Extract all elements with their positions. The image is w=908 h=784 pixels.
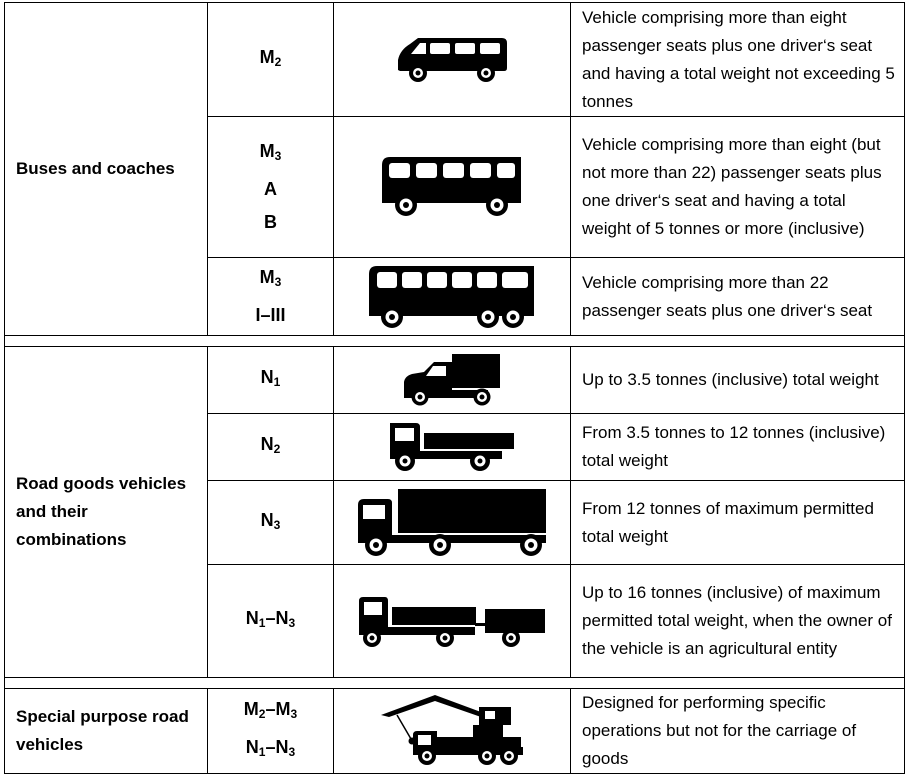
class-m3-i-iii: $M_3$ I–III — [208, 258, 334, 336]
separator-row — [5, 678, 905, 689]
description-n3: From 12 tonnes of maximum permitted total weight — [571, 481, 905, 565]
light-van-icon — [334, 347, 571, 414]
separator-row — [5, 336, 905, 347]
minibus-icon — [334, 3, 571, 117]
class-n1: $N_1$ — [208, 347, 334, 414]
category-goods-vehicles: Road goods vehicles and their combinations — [5, 347, 208, 678]
description-n1-n3: Up to 16 tonnes (inclusive) of maximum permitted total weight, when the owner of the vehicle is an agricultural entity — [571, 565, 905, 678]
truck-trailer-icon — [334, 565, 571, 678]
class-n1-n3: $N_1-N_3$ — [208, 565, 334, 678]
crane-truck-icon — [334, 689, 571, 774]
description-m3-ab: Vehicle comprising more than eight (but not more than 22) passenger seats plus one driver‘s seat and having a total weight of 5 tonnes or more (inclusive) — [571, 117, 905, 258]
class-m3-ab: $M_3$ A B — [208, 117, 334, 258]
description-m3-i-iii: Vehicle comprising more than 22 passenger seats plus one driver‘s seat — [571, 258, 905, 336]
description-n2: From 3.5 tonnes to 12 tonnes (inclusive) total weight — [571, 414, 905, 481]
heavy-truck-icon — [334, 481, 571, 565]
category-special-purpose: Special purpose road vehicles — [5, 689, 208, 774]
category-buses: Buses and coaches — [5, 3, 208, 336]
bus-icon — [334, 117, 571, 258]
coach-icon — [334, 258, 571, 336]
description-n1: Up to 3.5 tonnes (inclusive) total weight — [571, 347, 905, 414]
description-special: Designed for performing specific operations but not for the carriage of goods — [571, 689, 905, 774]
vehicle-category-table — [4, 2, 905, 774]
class-n2: $N_2$ — [208, 414, 334, 481]
flatbed-truck-icon — [334, 414, 571, 481]
class-m2: $M_2$ — [208, 3, 334, 117]
class-n3: $N_3$ — [208, 481, 334, 565]
class-special: $M_2-M_3$ $N_1-N_3$ — [208, 689, 334, 774]
description-m2: Vehicle comprising more than eight passenger seats plus one driver‘s seat and having a total weight not exceeding 5 tonnes — [571, 3, 905, 117]
